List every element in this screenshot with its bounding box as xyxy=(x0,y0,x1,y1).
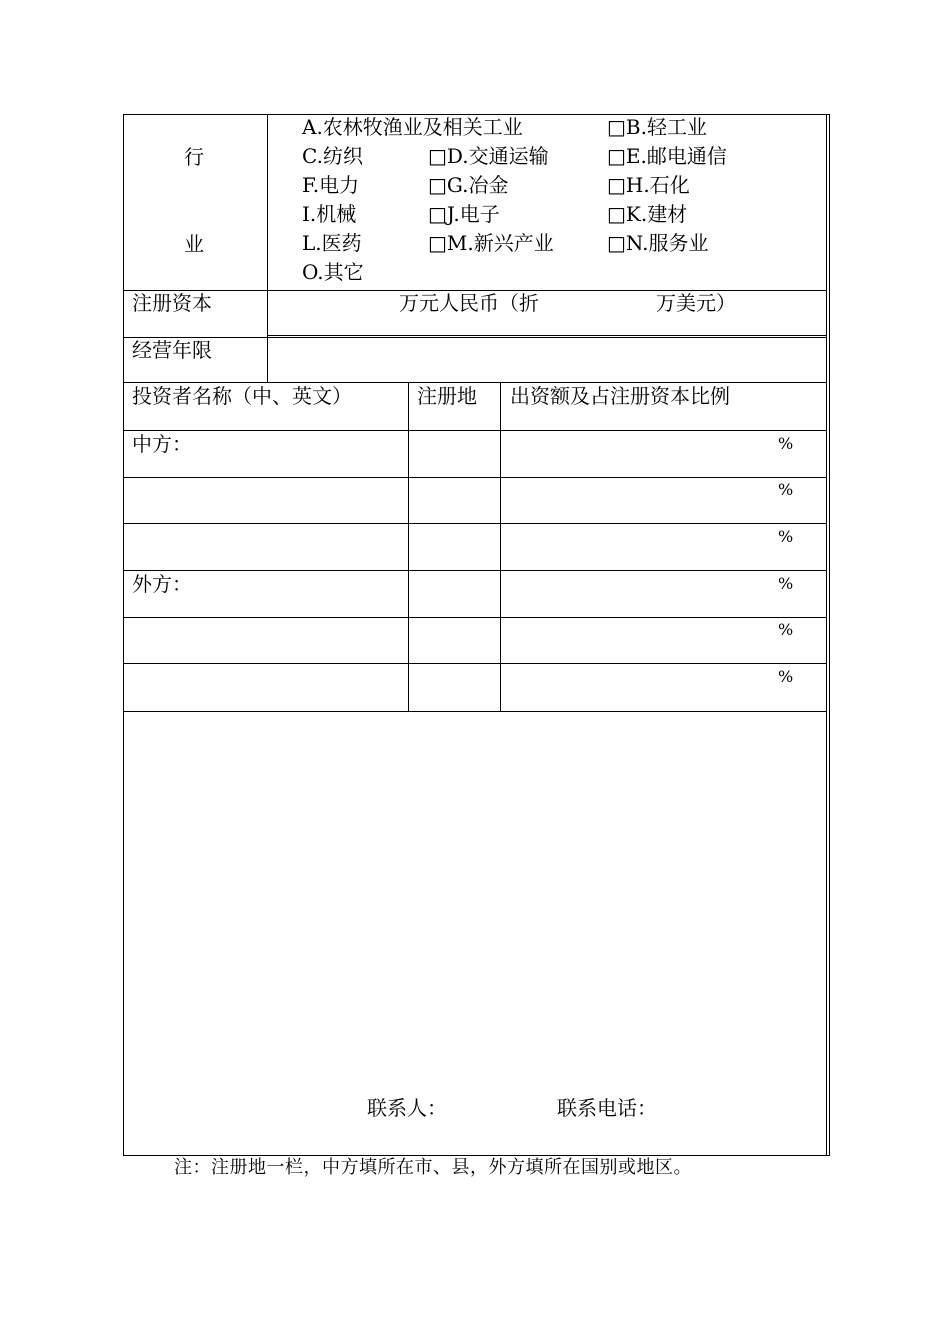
checkbox-icon: □ xyxy=(428,144,447,168)
industry-option-l[interactable]: L.医药 xyxy=(302,231,362,255)
checkbox-icon: □ xyxy=(607,202,626,226)
percent-sign: % xyxy=(778,434,794,453)
footnote: 注：注册地一栏，中方填所在市、县，外方填所在国别或地区。 xyxy=(174,1157,692,1178)
investor-place-header: 注册地 xyxy=(417,384,477,408)
capital-rmb-text[interactable]: 万元人民币（折 xyxy=(399,291,539,315)
term-value-field[interactable] xyxy=(268,338,826,381)
checkbox-icon: □ xyxy=(607,144,626,168)
contact-person-label[interactable]: 联系人： xyxy=(367,1096,447,1120)
industry-option-e[interactable]: □E.邮电通信 xyxy=(607,144,727,168)
percent-sign: % xyxy=(778,667,794,686)
percent-sign: % xyxy=(778,574,794,593)
term-label: 经营年限 xyxy=(132,338,212,362)
contact-phone-label[interactable]: 联系电话： xyxy=(557,1096,657,1120)
checkbox-icon: □ xyxy=(607,115,626,139)
industry-option-i[interactable]: I.机械 xyxy=(302,202,357,226)
percent-sign: % xyxy=(778,480,794,499)
industry-option-a[interactable]: A.农林牧渔业及相关工业 xyxy=(302,115,523,139)
percent-sign: % xyxy=(778,620,794,639)
capital-usd-text[interactable]: 万美元） xyxy=(656,291,736,315)
industry-label-bottom: 业 xyxy=(184,232,204,256)
percent-sign: % xyxy=(778,527,794,546)
industry-option-d[interactable]: □D.交通运输 xyxy=(428,144,549,168)
checkbox-icon: □ xyxy=(428,231,447,255)
industry-option-j[interactable]: □J.电子 xyxy=(428,202,500,226)
capital-label: 注册资本 xyxy=(132,291,212,315)
industry-option-h[interactable]: □H.石化 xyxy=(607,173,690,197)
industry-option-m[interactable]: □M.新兴产业 xyxy=(428,231,554,255)
industry-option-o[interactable]: O.其它 xyxy=(302,260,364,284)
checkbox-icon: □ xyxy=(428,202,447,226)
investor-amount-header: 出资额及占注册资本比例 xyxy=(510,384,730,408)
industry-option-n[interactable]: □N.服务业 xyxy=(607,231,709,255)
checkbox-icon: □ xyxy=(607,231,626,255)
checkbox-icon: □ xyxy=(428,173,447,197)
investor-name-cell[interactable]: 外方： xyxy=(132,572,192,596)
investor-name-header: 投资者名称（中、英文） xyxy=(132,384,352,408)
industry-label-top: 行 xyxy=(184,145,204,169)
investor-name-cell[interactable]: 中方： xyxy=(132,432,192,456)
industry-option-g[interactable]: □G.冶金 xyxy=(428,173,509,197)
industry-option-f[interactable]: F.电力 xyxy=(302,173,360,197)
industry-option-k[interactable]: □K.建材 xyxy=(607,202,688,226)
industry-option-b[interactable]: □B.轻工业 xyxy=(607,115,707,139)
checkbox-icon: □ xyxy=(607,173,626,197)
industry-option-c[interactable]: C.纺织 xyxy=(302,144,363,168)
